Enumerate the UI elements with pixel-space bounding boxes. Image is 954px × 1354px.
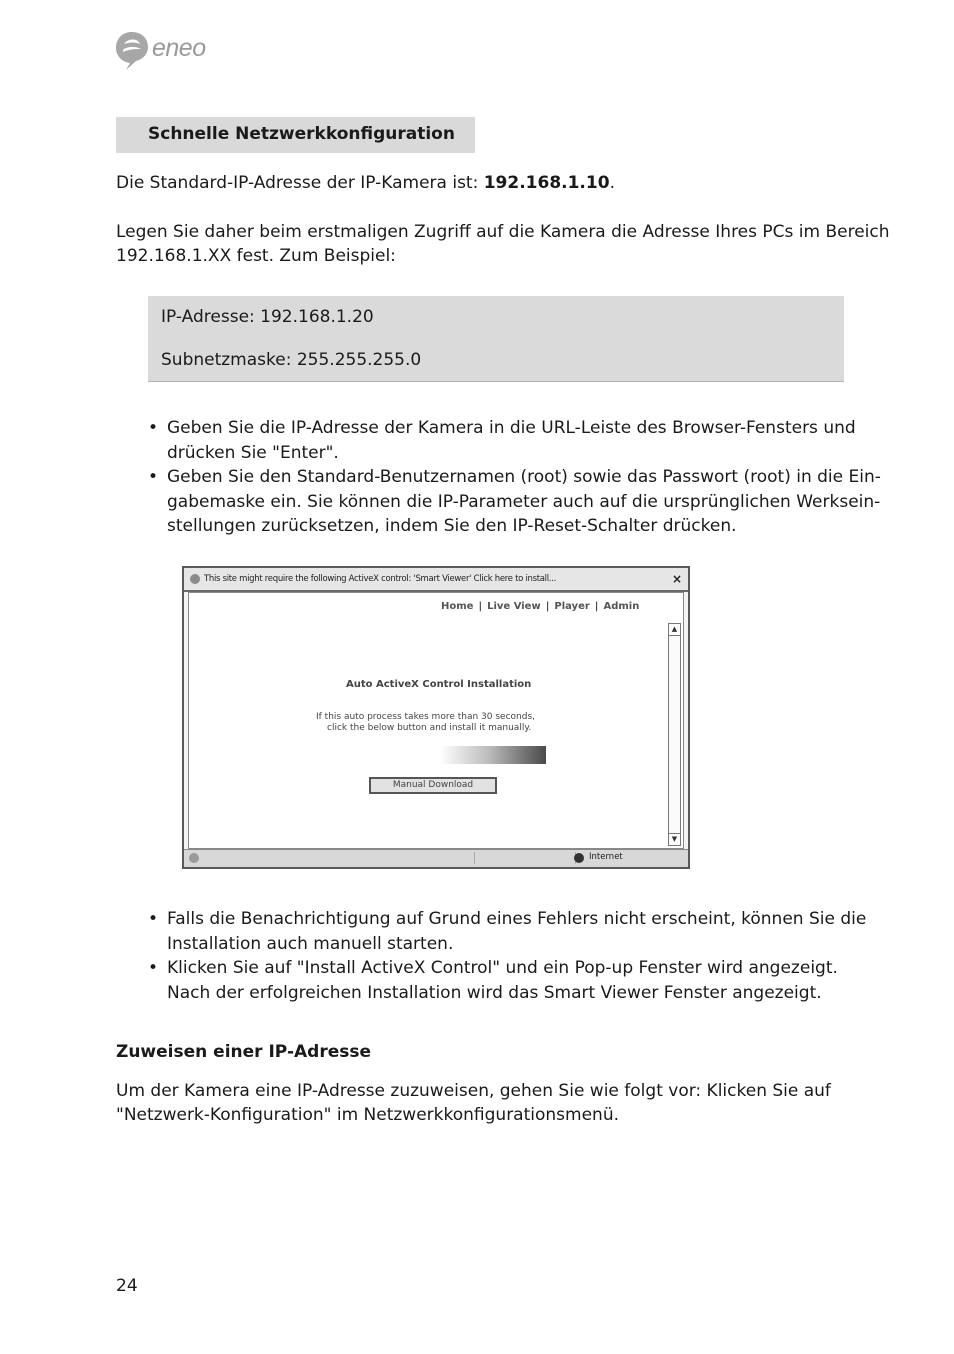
assign-line-1: Um der Kamera eine IP-Adresse zuzuweisen, gehen Sie wie folgt vor: Klicken Sie auf — [116, 1081, 831, 1101]
nav-separator: | — [478, 601, 483, 612]
close-icon[interactable]: × — [671, 572, 682, 586]
bullet-icon: • — [148, 909, 159, 929]
list-item — [116, 416, 886, 465]
list-item — [116, 956, 886, 1005]
assign-line-2: "Netzwerk-Konfiguration" im Netzwerkkonfigurationsmenü. — [116, 1105, 619, 1125]
logo-text: eneo — [152, 34, 206, 62]
access-paragraph — [116, 220, 906, 268]
default-ip-paragraph — [116, 171, 615, 195]
progress-gradient-bar — [440, 746, 546, 764]
list-item — [116, 465, 886, 539]
list-item — [116, 907, 886, 956]
default-ip-prefix: Die Standard-IP-Adresse der IP-Kamera ist: — [116, 173, 484, 193]
default-ip-suffix: . — [609, 173, 615, 193]
nav-home[interactable]: Home — [441, 601, 474, 612]
status-bar — [184, 849, 688, 867]
list-item-line: Installation auch manuell starten. — [167, 933, 454, 954]
default-ip-value: 192.168.1.10 — [483, 173, 610, 193]
bullet-icon: • — [148, 958, 159, 978]
list-item-line: stellungen zurücksetzen, indem Sie den IP-Reset-Schalter drücken. — [167, 516, 737, 536]
bullet-icon: • — [148, 418, 159, 438]
scroll-down-icon[interactable]: ▼ — [669, 833, 680, 845]
list-item-line: Geben Sie den Standard-Benutzernamen (root) sowie das Passwort (root) in die Ein- — [167, 467, 881, 487]
troubleshoot-list — [116, 907, 886, 1005]
top-nav — [441, 601, 639, 612]
security-zone-label: Internet — [589, 852, 623, 862]
list-item-line: Klicken Sie auf "Install ActiveX Control" und ein Pop-up Fenster wird angezeigt. — [167, 958, 838, 978]
eneo-logo — [114, 30, 224, 72]
installation-title: Auto ActiveX Control Installation — [346, 679, 532, 690]
list-item-line: Nach der erfolgreichen Installation wird das Smart Viewer Fenster angezeigt. — [167, 982, 822, 1003]
list-item-line: drücken Sie "Enter". — [167, 442, 339, 463]
scroll-up-icon[interactable]: ▲ — [669, 624, 680, 636]
manual-download-button[interactable]: Manual Download — [369, 777, 497, 794]
nav-player[interactable]: Player — [554, 601, 590, 612]
bullet-icon: • — [148, 467, 159, 487]
installation-text-line-1: If this auto process takes more than 30 seconds, — [316, 712, 535, 722]
section-title: Schnelle Netzwerkkonfiguration — [148, 124, 455, 144]
nav-admin[interactable]: Admin — [603, 601, 640, 612]
info-bar-message: This site might require the following ActiveX control: 'Smart Viewer' Click here to install... — [204, 574, 556, 584]
example-subnet: Subnetzmaske: 255.255.255.0 — [161, 350, 422, 370]
list-item-line: gabemaske ein. Sie können die IP-Parameter auch auf die ursprünglichen Werksein- — [167, 491, 881, 512]
instructions-list — [116, 416, 886, 539]
example-ip: IP-Adresse: 192.168.1.20 — [161, 307, 374, 327]
eneo-logo-mark-icon — [114, 30, 150, 70]
activex-info-bar[interactable] — [184, 568, 688, 592]
list-item-line: Falls die Benachrichtigung auf Grund eines Fehlers nicht erscheint, können Sie die — [167, 909, 867, 929]
browser-screenshot — [182, 566, 690, 869]
status-divider — [474, 852, 576, 864]
browser-content — [188, 592, 684, 849]
nav-separator: | — [594, 601, 599, 612]
assign-ip-paragraph — [116, 1079, 831, 1127]
access-line-2: 192.168.1.XX fest. Zum Beispiel: — [116, 246, 396, 266]
shield-icon — [190, 574, 200, 584]
internet-zone-icon — [574, 853, 584, 863]
vertical-scrollbar[interactable] — [668, 623, 681, 846]
page-number: 24 — [116, 1276, 138, 1296]
installation-text-line-2: click the below button and install it manually. — [327, 723, 532, 733]
list-item-line: Geben Sie die IP-Adresse der Kamera in die URL-Leiste des Browser-Fensters und — [167, 418, 856, 438]
example-settings-box — [148, 296, 844, 382]
assign-ip-heading: Zuweisen einer IP-Adresse — [116, 1042, 371, 1062]
section-header — [116, 117, 475, 153]
page-status-icon — [189, 853, 199, 863]
nav-separator: | — [545, 601, 550, 612]
nav-live-view[interactable]: Live View — [487, 601, 541, 612]
access-line-1: Legen Sie daher beim erstmaligen Zugriff auf die Kamera die Adresse Ihres PCs im Bereich — [116, 222, 890, 242]
